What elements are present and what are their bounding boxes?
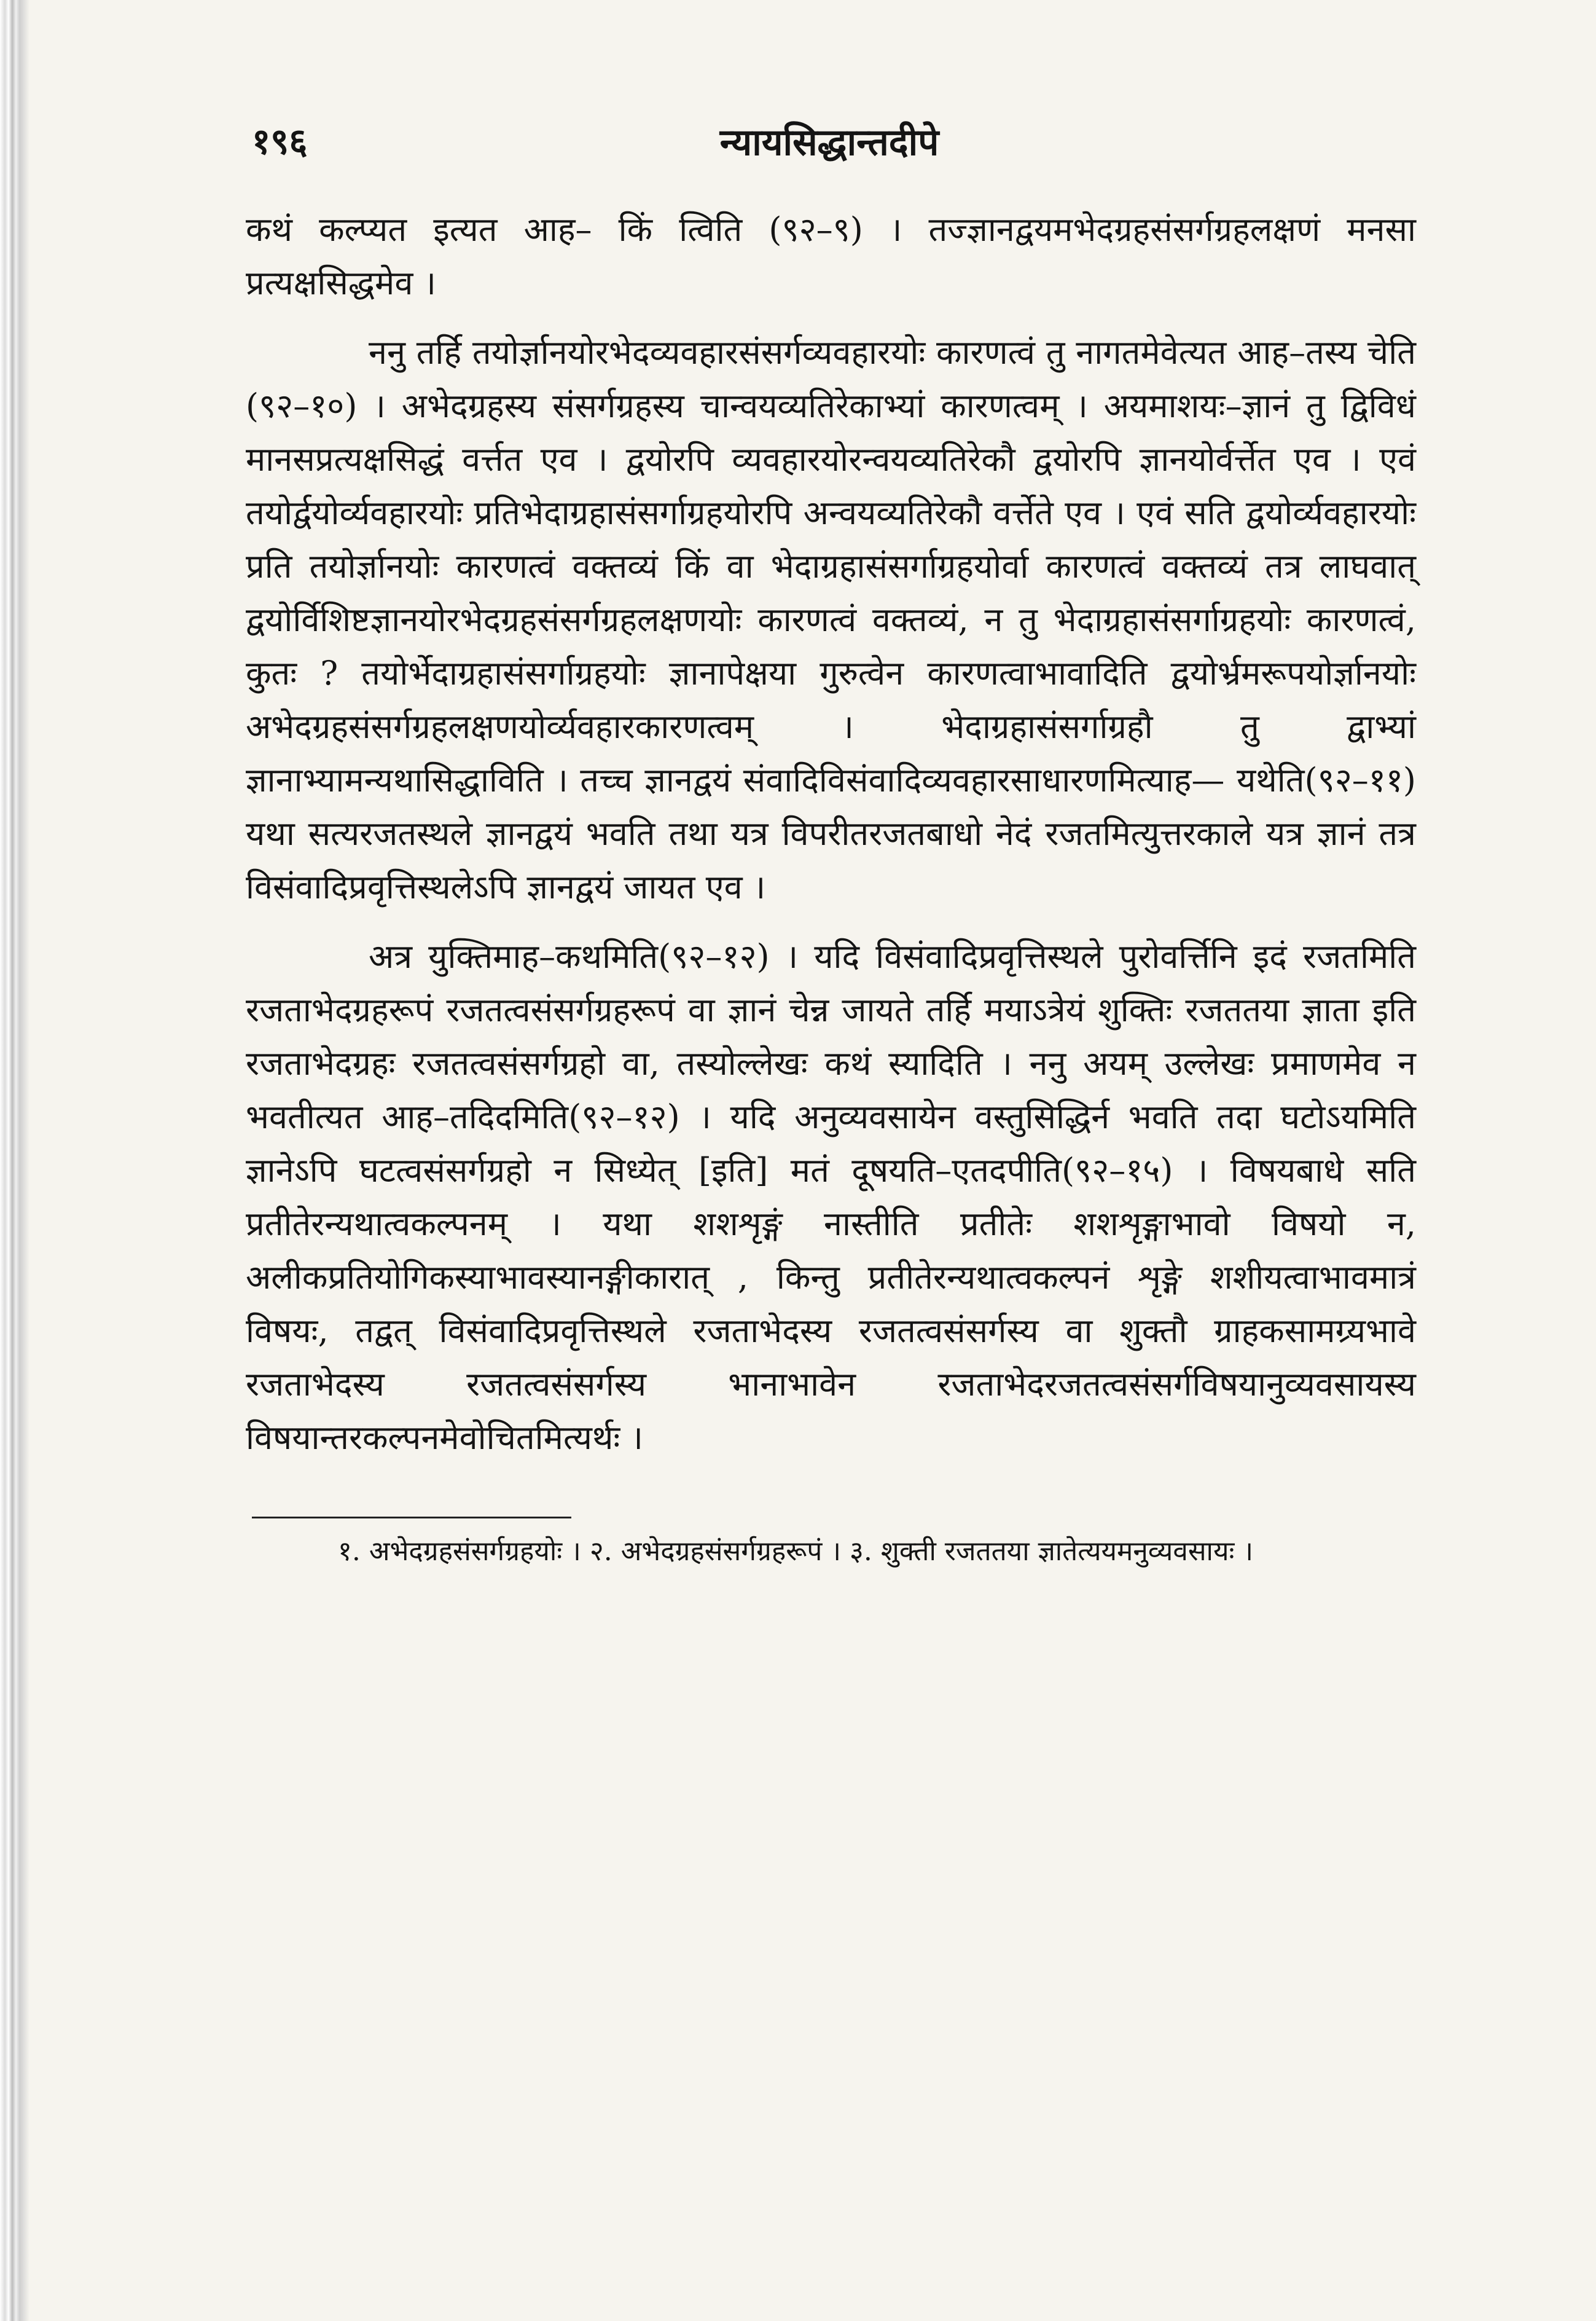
page-number: १९६ bbox=[252, 120, 308, 162]
book-binding-edge bbox=[0, 0, 37, 2321]
footnote-divider bbox=[252, 1517, 571, 1518]
body-text bbox=[246, 203, 1416, 1480]
footnote: १. अभेदग्रहसंसर्गग्रहयोः । २. अभेदग्रहसंसर्गग्रहरूपं । ३. शुक्ती रजततया ज्ञातेत्ययमनुव्यवसायः । bbox=[338, 1536, 1254, 1567]
paragraph: कथं कल्प्यत इत्यत आह– किं त्विति (९२–९) । तज्ज्ञानद्वयमभेदग्रहसंसर्गग्रहलक्षणं मनसा प्रत्यक्षसिद्धमेव । bbox=[246, 210, 1416, 302]
running-title: न्यायसिद्धान्तदीपे bbox=[719, 121, 939, 164]
paragraph: ननु तर्हि तयोर्ज्ञानयोरभेदव्यवहारसंसर्गव्यवहारयोः कारणत्वं तु नागतमेवेत्यत आह–तस्य चेति (९२–१०) । अभेदग्रहस्य संसर्गग्रहस्य चान्वयव्यतिरेकाभ्यां कारणत्वम् । अयमाशयः–ज्ञानं तु द्विविधं मानसप्रत्यक्षसिद्धं वर्त्तत एव । द्वयोरपि व्यवहारयोरन्वयव्यतिरेकौ द्वयोरपि ज्ञानयोर्वर्त्तेत एव । एवं तयोर्द्वयोर्व्यवहारयोः प्रतिभेदाग्रहासंसर्गाग्रहयोरपि अन्वयव्यतिरेकौ वर्त्तेते एव । एवं सति द्वयोर्व्यवहारयोः प्रति तयोर्ज्ञानयोः कारणत्वं वक्तव्यं किं वा भेदाग्रहासंसर्गाग्रहयोर्वा कारणत्वं वक्तव्यं तत्र लाघवात् द्वयोर्विशिष्टज्ञानयोरभेदग्रहसंसर्गग्रहलक्षणयोः कारणत्वं वक्तव्यं, न तु भेदाग्रहासंसर्गाग्रहयोः कारणत्वं, कुतः ? तयोर्भेदाग्रहासंसर्गाग्रहयोः ज्ञानापेक्षया गुरुत्वेन कारणत्वाभावादिति द्वयोर्भ्रमरूपयोर्ज्ञानयोः अभेदग्रहसंसर्गग्रहलक्षणयोर्व्यवहारकारणत्वम् । भेदाग्रहासंसर्गाग्रहौ तु द्वाभ्यां ज्ञानाभ्यामन्यथासिद्धाविति । तच्च ज्ञानद्वयं संवादिविसंवादिव्यवहारसाधारणमित्याह— यथेति(९२–११) यथा सत्यरजतस्थले ज्ञानद्वयं भवति तथा यत्र विपरीतरजतबाधो नेदं रजतमित्युत्तरकाले यत्र ज्ञानं तत्र विसंवादिप्रवृत्तिस्थलेऽपि ज्ञानद्वयं जायत एव । bbox=[246, 333, 1416, 906]
paragraph: अत्र युक्तिमाह–कथमिति(९२–१२) । यदि विसंवादिप्रवृत्तिस्थले पुरोवर्त्तिनि इदं रजतमिति रजताभेदग्रहरूपं रजतत्वसंसर्गग्रहरूपं वा ज्ञानं चेन्न जायते तर्हि मयाऽत्रेयं शुक्तिः रजततया ज्ञाता इति रजताभेदग्रहः रजतत्वसंसर्गग्रहो वा, तस्योल्लेखः कथं स्यादिति । ननु अयम् उल्लेखः प्रमाणमेव न भवतीत्यत आह–तदिदमिति(९२–१२) । यदि अनुव्यवसायेन वस्तुसिद्धिर्न भवति तदा घटोऽयमिति ज्ञानेऽपि घटत्वसंसर्गग्रहो न सिध्येत् [इति] मतं दूषयति–एतदपीति(९२–१५) । विषयबाधे सति प्रतीतेरन्यथात्वकल्पनम् । यथा शशशृङ्गं नास्तीति प्रतीतेः शशशृङ्गाभावो विषयो न, अलीकप्रतियोगिकस्याभावस्यानङ्गीकारात् , किन्तु प्रतीतेरन्यथात्वकल्पनं शृङ्गे शशीयत्वाभावमात्रं विषयः, तद्वत् विसंवादिप्रवृत्तिस्थले रजताभेदस्य रजतत्वसंसर्गस्य वा शुक्तौ ग्राहकसामग्र्यभावे रजताभेदस्य रजतत्वसंसर्गस्य भानाभावेन रजताभेदरजतत्वसंसर्गविषयानुव्यवसायस्य विषयान्तरकल्पनमेवोचितमित्यर्थः । bbox=[246, 937, 1416, 1457]
page-header bbox=[252, 116, 1407, 183]
